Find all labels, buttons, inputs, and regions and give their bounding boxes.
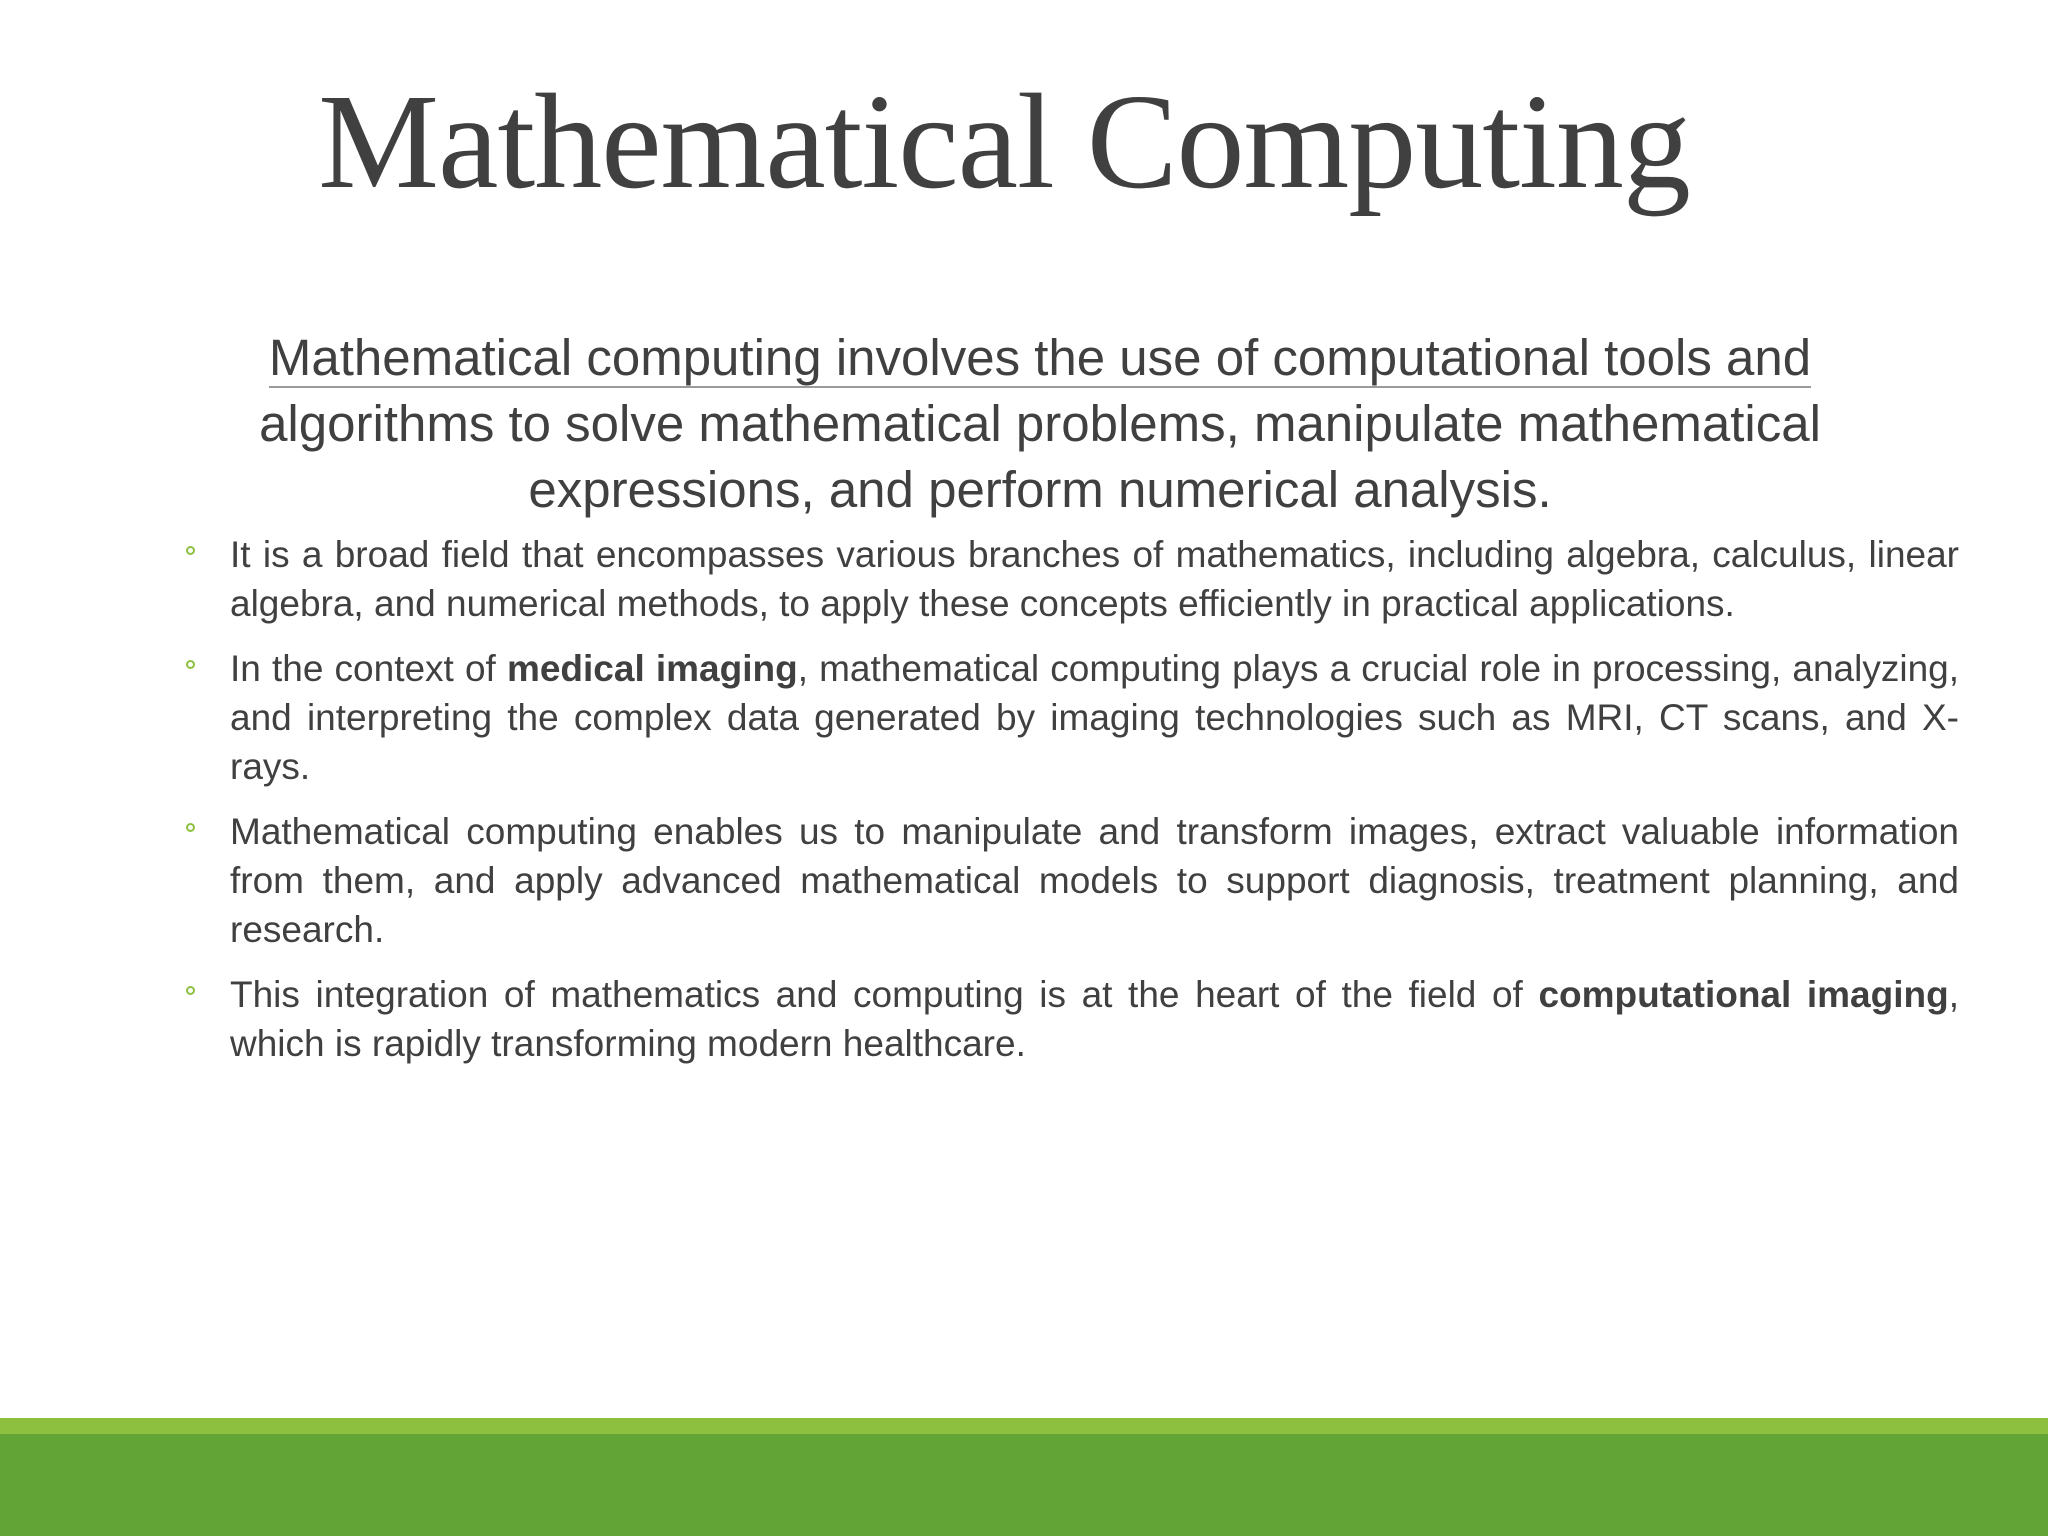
bullet-item [186, 644, 1959, 791]
bullet-bold-text: medical imaging [506, 648, 798, 689]
slide-title [0, 62, 2048, 222]
bullet-text: It is a broad field that encompasses various branches of mathematics, including algebra, calculus, linear algebra, and numerical methods, to apply these concepts efficiently in practical applications. [230, 534, 1959, 624]
bullet-text: This integration of mathematics and computing is at the heart of the field of [230, 974, 1539, 1015]
bullet-text-after: , mathematical computing plays a crucial role in processing, analyzing, and interpreting the complex data generated by imaging technologies such as MRI, CT scans, and X-rays. [230, 648, 1959, 787]
intro-first-line: Mathematical computing involves the use of computational tools and [268, 329, 1812, 386]
slide-title-text: Mathematical Computing [318, 67, 1690, 217]
bullet-list [186, 530, 1959, 1084]
bullet-bold-text: computational imaging [1538, 974, 1949, 1015]
bullet-item [186, 970, 1959, 1068]
bullet-item [186, 807, 1959, 954]
footer-band [0, 1434, 2048, 1536]
intro-paragraph [180, 325, 1900, 523]
bullet-circle-icon [186, 823, 195, 832]
intro-rest: algorithms to solve mathematical problems, manipulate mathematical expressions, and perform numerical analysis. [259, 395, 1821, 518]
bullet-circle-icon [186, 660, 195, 669]
bullet-text-after: , which is rapidly transforming modern healthcare. [230, 974, 1959, 1064]
bullet-text: In the context of [230, 648, 507, 689]
bullet-circle-icon [186, 546, 195, 555]
bullet-text: Mathematical computing enables us to manipulate and transform images, extract valuable information from them, and apply advanced mathematical models to support diagnosis, treatment planning, and research. [230, 811, 1959, 950]
bullet-item [186, 530, 1959, 628]
footer-accent-stripe [0, 1418, 2048, 1434]
bullet-circle-icon [186, 986, 195, 995]
